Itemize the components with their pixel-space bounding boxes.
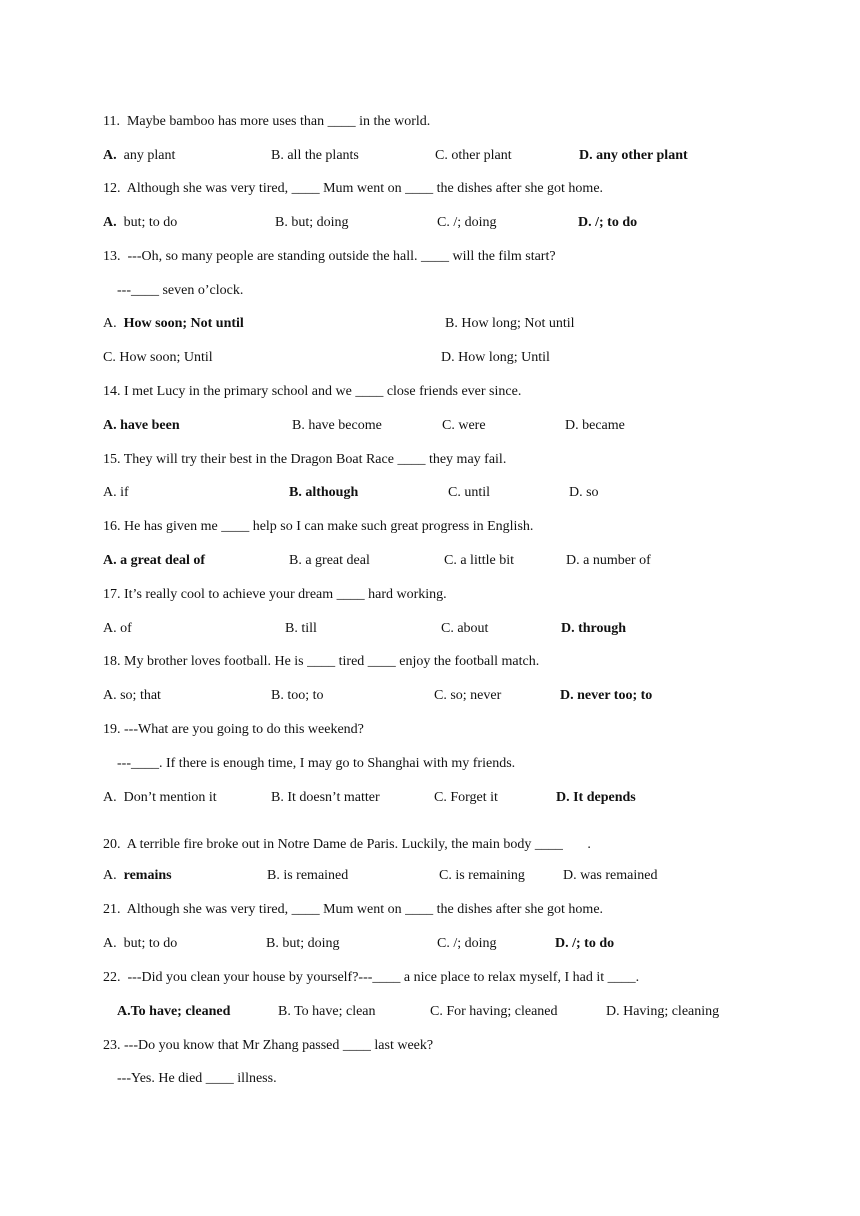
question-stem: 13. ---Oh, so many people are standing outside the hall. ____ will the film start?: [103, 249, 556, 264]
option-a: [103, 936, 177, 952]
option-label: A.: [103, 215, 117, 230]
option-text-answer: How soon; Not until: [123, 316, 244, 331]
question-stem: 17. It’s really cool to achieve your dream ____ hard working.: [103, 587, 447, 602]
option-a: [103, 215, 177, 231]
question-stem: 18. My brother loves football. He is ____ tired ____ enjoy the football match.: [103, 654, 540, 669]
question-stem: 21. Although she was very tired, ____ Mum went on ____ the dishes after she got home.: [103, 902, 604, 917]
option-c: C. /; doing: [437, 936, 497, 951]
option-a: [103, 316, 244, 332]
option-d: D. became: [565, 418, 625, 433]
question-stem: 14. I met Lucy in the primary school and we ____ close friends ever since.: [103, 384, 522, 399]
option-d: D. How long; Until: [441, 350, 550, 365]
question-stem: 12. Although she was very tired, ____ Mum went on ____ the dishes after she got home.: [103, 181, 604, 196]
question-stem: 15. They will try their best in the Dragon Boat Race ____ they may fail.: [103, 452, 507, 467]
option-a-answer: A. have been: [103, 418, 180, 433]
option-c: C. is remaining: [439, 868, 525, 883]
option-c: C. Forget it: [434, 790, 498, 805]
option-label: A.: [103, 936, 117, 951]
option-label: A.: [103, 148, 117, 163]
question-reply: ---Yes. He died ____ illness.: [117, 1071, 277, 1086]
option-a: A. so; that: [103, 688, 161, 703]
option-d: D. a number of: [566, 553, 651, 568]
question-stem: 19. ---What are you going to do this weekend?: [103, 722, 364, 737]
option-b: B. too; to: [271, 688, 324, 703]
question-stem: 20. A terrible fire broke out in Notre Dame de Paris. Luckily, the main body ____ .: [103, 837, 591, 852]
option-text: but; to do: [123, 215, 178, 230]
option-label: A.: [103, 316, 117, 331]
option-a: [103, 148, 175, 164]
option-c: C. other plant: [435, 148, 512, 163]
option-d: D. so: [569, 485, 599, 500]
option-a: A. Don’t mention it: [103, 790, 217, 805]
option-text: but; to do: [123, 936, 178, 951]
option-b-answer: B. although: [289, 485, 359, 500]
option-d-answer: D. never too; to: [560, 688, 653, 703]
option-b: B. but; doing: [275, 215, 349, 230]
option-label: A.: [103, 868, 117, 883]
option-c: C. until: [448, 485, 491, 500]
option-b: B. is remained: [267, 868, 349, 883]
option-d-answer: D. /; to do: [555, 936, 615, 951]
option-a-answer: A. a great deal of: [103, 553, 205, 568]
option-d-answer: D. any other plant: [579, 148, 688, 163]
option-b: B. till: [285, 621, 317, 636]
question-reply: ---____. If there is enough time, I may go to Shanghai with my friends.: [117, 756, 516, 771]
option-c: C. /; doing: [437, 215, 497, 230]
option-b: B. but; doing: [266, 936, 340, 951]
question-reply: ---____ seven o’clock.: [117, 283, 244, 298]
question-stem: 22. ---Did you clean your house by yourself?---____ a nice place to relax myself, I had it ____.: [103, 970, 640, 985]
option-b: B. have become: [292, 418, 382, 433]
question-stem: 16. He has given me ____ help so I can make such great progress in English.: [103, 519, 534, 534]
option-a-answer: A.To have; cleaned: [117, 1004, 231, 1019]
option-b: B. all the plants: [271, 148, 359, 163]
option-c: C. so; never: [434, 688, 502, 703]
option-b: B. How long; Not until: [445, 316, 575, 331]
option-b: B. It doesn’t matter: [271, 790, 380, 805]
option-c: C. about: [441, 621, 489, 636]
option-c: C. a little bit: [444, 553, 514, 568]
option-c: C. How soon; Until: [103, 350, 213, 365]
option-b: B. a great deal: [289, 553, 370, 568]
option-b: B. To have; clean: [278, 1004, 376, 1019]
option-c: C. For having; cleaned: [430, 1004, 558, 1019]
option-d-answer: D. through: [561, 621, 627, 636]
option-d: D. was remained: [563, 868, 658, 883]
option-a: [103, 868, 172, 884]
option-d-answer: D. /; to do: [578, 215, 638, 230]
question-stem: 11. Maybe bamboo has more uses than ____ in the world.: [103, 114, 431, 129]
option-a: A. of: [103, 621, 132, 636]
option-d-answer: D. It depends: [556, 790, 636, 805]
option-c: C. were: [442, 418, 486, 433]
option-text-answer: remains: [123, 868, 172, 883]
option-d: D. Having; cleaning: [606, 1004, 720, 1019]
option-a: A. if: [103, 485, 129, 500]
question-stem: 23. ---Do you know that Mr Zhang passed ____ last week?: [103, 1038, 434, 1053]
option-text: any plant: [123, 148, 176, 163]
